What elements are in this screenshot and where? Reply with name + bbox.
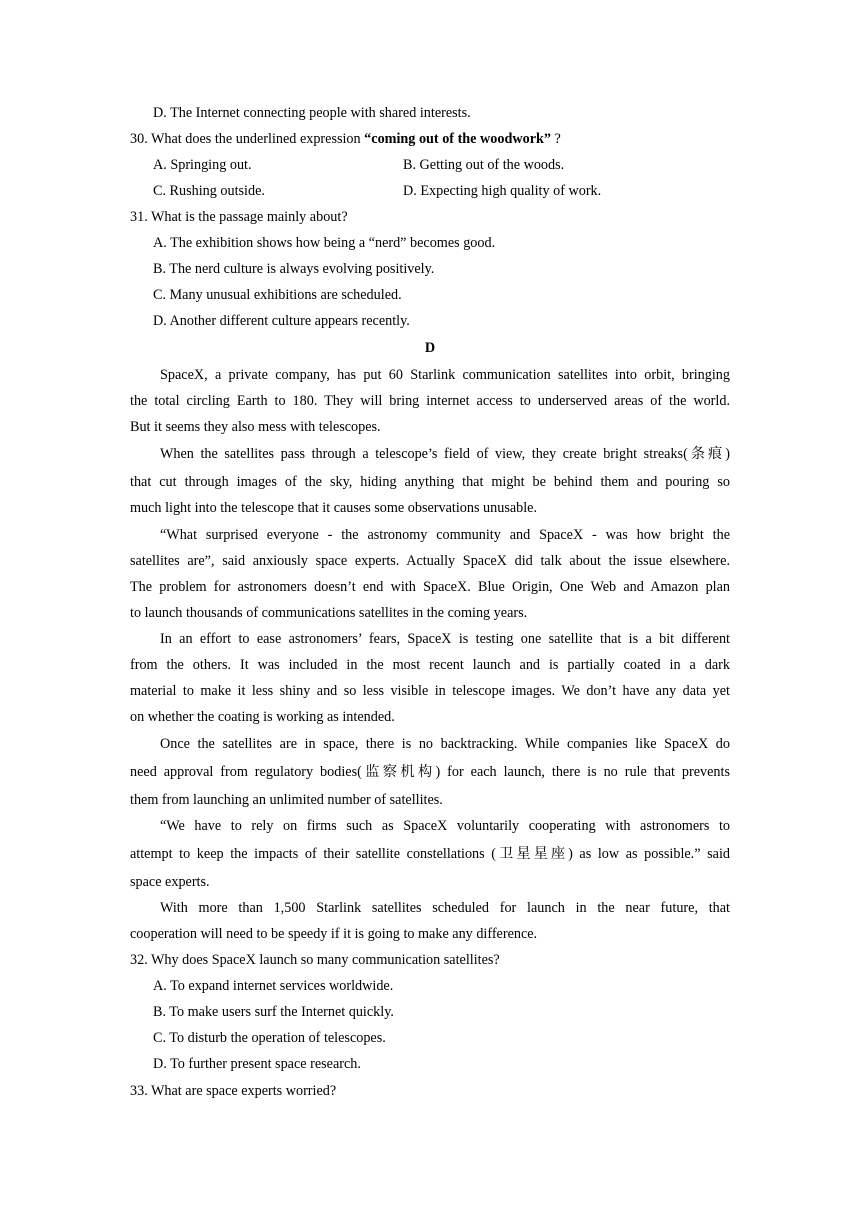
passage-p7-line2: cooperation will need to be speedy if it is going to make any difference. — [130, 926, 538, 942]
passage-p6-line3: space experts. — [130, 874, 210, 890]
passage-p2-line3: much light into the telescope that it causes some observations unusable. — [130, 500, 538, 516]
q30-option-d: D. Expecting high quality of work. — [403, 183, 602, 199]
q33-stem: 33. What are space experts worried? — [130, 1083, 337, 1099]
passage-p7-line1: With more than 1,500 Starlink satellites scheduled for launch in the near future, that — [160, 900, 730, 916]
q30-expression: “coming out of the woodwork” — [364, 131, 551, 147]
section-heading: D — [424, 340, 436, 356]
passage-p4-line1: In an effort to ease astronomers’ fears, SpaceX is testing one satellite that is a bit different — [160, 631, 730, 647]
passage-p1-line2: the total circling Earth to 180. They will bring internet access to underserved areas of the world. — [130, 393, 730, 409]
passage-p3-line2: satellites are”, said anxiously space experts. Actually SpaceX did talk about the issue elsewhere. — [130, 553, 730, 569]
passage-p5-line3: them from launching an unlimited number of satellites. — [130, 792, 443, 808]
q32-option-b: B. To make users surf the Internet quickly. — [153, 1004, 394, 1020]
passage-p4-line4: on whether the coating is working as intended. — [130, 709, 395, 725]
passage-p5-line1: Once the satellites are in space, there is no backtracking. While companies like SpaceX do — [160, 736, 730, 752]
passage-p2-line2: that cut through images of the sky, hiding anything that might be behind them and pouring so — [130, 474, 730, 490]
q29-option-d: D. The Internet connecting people with shared interests. — [153, 105, 471, 121]
q30-option-c: C. Rushing outside. — [153, 183, 265, 199]
q31-option-a: A. The exhibition shows how being a “nerd” becomes good. — [153, 235, 496, 251]
q30-option-b: B. Getting out of the woods. — [403, 157, 565, 173]
passage-p1-line1: SpaceX, a private company, has put 60 Starlink communication satellites into orbit, bringing — [160, 367, 730, 383]
passage-p6-line1: “We have to rely on firms such as SpaceX voluntarily cooperating with astronomers to — [160, 818, 730, 834]
passage-p3-line4: to launch thousands of communications satellites in the coming years. — [130, 605, 528, 621]
q31-option-b: B. The nerd culture is always evolving positively. — [153, 261, 435, 277]
q32-stem: 32. Why does SpaceX launch so many communication satellites? — [130, 952, 500, 968]
q30-option-a: A. Springing out. — [153, 157, 252, 173]
passage-p4-line2: from the others. It was included in the most recent launch and is partially coated in a dark — [130, 657, 730, 673]
q30-suffix: ? — [550, 131, 561, 147]
q31-option-d: D. Another different culture appears recently. — [153, 313, 410, 329]
passage-p4-line3: material to make it less shiny and so less visible in telescope images. We don’t have any data yet — [130, 683, 730, 699]
q32-option-d: D. To further present space research. — [153, 1056, 361, 1072]
passage-p1-line3: But it seems they also mess with telescopes. — [130, 419, 381, 435]
q32-option-a: A. To expand internet services worldwide. — [153, 978, 394, 994]
q31-stem: 31. What is the passage mainly about? — [130, 209, 348, 225]
q31-option-c: C. Many unusual exhibitions are scheduled. — [153, 287, 402, 303]
q30-stem — [130, 130, 561, 148]
passage-p2-line1: When the satellites pass through a telescope’s field of view, they create bright streaks(条痕) — [160, 446, 730, 462]
q32-option-c: C. To disturb the operation of telescopes. — [153, 1030, 386, 1046]
passage-p6-line2: attempt to keep the impacts of their satellite constellations (卫星星座) as low as possible.” said — [130, 846, 730, 862]
passage-p3-line3: The problem for astronomers doesn’t end with SpaceX. Blue Origin, One Web and Amazon plan — [130, 579, 730, 595]
passage-p3-line1: “What surprised everyone - the astronomy community and SpaceX - was how bright the — [160, 527, 730, 543]
passage-p5-line2: need approval from regulatory bodies(监察机构) for each launch, there is no rule that prevents — [130, 764, 730, 780]
q30-prefix: 30. What does the underlined expression — [130, 131, 365, 147]
